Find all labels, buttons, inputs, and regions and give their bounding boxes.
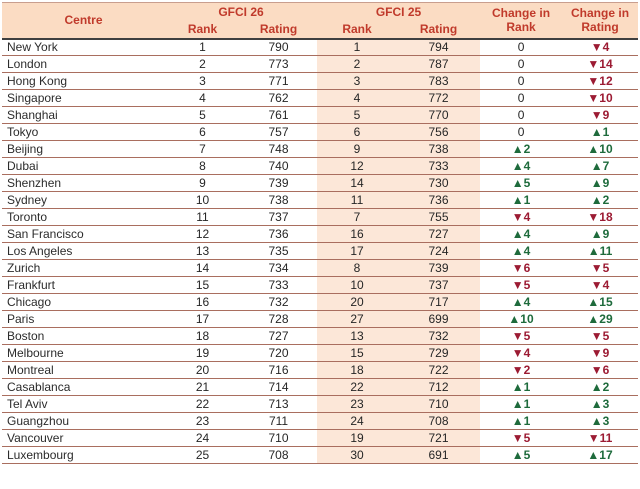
table-row (2, 328, 638, 345)
centre-cell: Casablanca (2, 379, 165, 396)
gfci25-rank-cell: 23 (317, 396, 397, 413)
gfci25-rank-cell: 18 (317, 362, 397, 379)
table-body (2, 39, 638, 464)
change-in-rank-cell: 0 (480, 107, 562, 124)
table-row (2, 141, 638, 158)
gfci26-rating-cell: 771 (240, 73, 317, 90)
header-gfci26-rank: Rank (165, 21, 240, 39)
change-in-rating-cell: ▼9 (562, 107, 638, 124)
centre-cell: Shenzhen (2, 175, 165, 192)
table-row (2, 447, 638, 464)
table-row (2, 175, 638, 192)
change-in-rank-cell: ▲4 (480, 226, 562, 243)
change-in-rating-cell: ▼5 (562, 260, 638, 277)
gfci26-rating-cell: 757 (240, 124, 317, 141)
header-gfci26: GFCI 26 (165, 3, 317, 21)
gfci26-rating-cell: 710 (240, 430, 317, 447)
centre-cell: Toronto (2, 209, 165, 226)
gfci26-rank-cell: 13 (165, 243, 240, 260)
table-row (2, 243, 638, 260)
gfci25-rank-cell: 15 (317, 345, 397, 362)
centre-cell: Singapore (2, 90, 165, 107)
gfci25-rating-cell: 710 (397, 396, 480, 413)
gfci25-rating-cell: 724 (397, 243, 480, 260)
table-row (2, 226, 638, 243)
change-in-rating-cell: ▼12 (562, 73, 638, 90)
gfci26-rating-cell: 708 (240, 447, 317, 464)
change-in-rank-cell: ▲10 (480, 311, 562, 328)
gfci25-rating-cell: 717 (397, 294, 480, 311)
gfci25-rating-cell: 730 (397, 175, 480, 192)
gfci26-rating-cell: 739 (240, 175, 317, 192)
gfci25-rating-cell: 738 (397, 141, 480, 158)
table-row (2, 362, 638, 379)
gfci26-rating-cell: 737 (240, 209, 317, 226)
gfci26-rank-cell: 5 (165, 107, 240, 124)
gfci26-rating-cell: 762 (240, 90, 317, 107)
table-row (2, 124, 638, 141)
gfci25-rating-cell: 739 (397, 260, 480, 277)
header-gfci25-rating: Rating (397, 21, 480, 39)
gfci25-rating-cell: 770 (397, 107, 480, 124)
gfci25-rank-cell: 12 (317, 158, 397, 175)
gfci26-rank-cell: 4 (165, 90, 240, 107)
gfci25-rank-cell: 24 (317, 413, 397, 430)
gfci26-rating-cell: 713 (240, 396, 317, 413)
gfci25-rating-cell: 737 (397, 277, 480, 294)
change-in-rank-cell: 0 (480, 56, 562, 73)
change-in-rating-cell: ▼11 (562, 430, 638, 447)
centre-cell: London (2, 56, 165, 73)
table-row (2, 413, 638, 430)
header-gfci26-rating: Rating (240, 21, 317, 39)
change-in-rank-cell: 0 (480, 73, 562, 90)
gfci25-rank-cell: 16 (317, 226, 397, 243)
centre-cell: Tokyo (2, 124, 165, 141)
gfci-rankings-table (2, 2, 638, 464)
gfci25-rank-cell: 9 (317, 141, 397, 158)
change-in-rank-cell: ▼5 (480, 430, 562, 447)
gfci25-rank-cell: 22 (317, 379, 397, 396)
gfci26-rating-cell: 727 (240, 328, 317, 345)
table-row (2, 73, 638, 90)
gfci26-rank-cell: 2 (165, 56, 240, 73)
centre-cell: Vancouver (2, 430, 165, 447)
change-in-rank-cell: ▼5 (480, 328, 562, 345)
gfci26-rank-cell: 17 (165, 311, 240, 328)
change-in-rating-cell: ▲10 (562, 141, 638, 158)
table-row (2, 294, 638, 311)
gfci26-rank-cell: 16 (165, 294, 240, 311)
gfci25-rating-cell: 729 (397, 345, 480, 362)
gfci26-rank-cell: 25 (165, 447, 240, 464)
centre-cell: Melbourne (2, 345, 165, 362)
gfci25-rating-cell: 756 (397, 124, 480, 141)
gfci25-rank-cell: 1 (317, 39, 397, 56)
change-in-rating-cell: ▼9 (562, 345, 638, 362)
header-gfci25-rank: Rank (317, 21, 397, 39)
table-row (2, 345, 638, 362)
change-in-rating-cell: ▲2 (562, 192, 638, 209)
gfci25-rank-cell: 4 (317, 90, 397, 107)
centre-cell: Shanghai (2, 107, 165, 124)
change-in-rating-cell: ▲2 (562, 379, 638, 396)
gfci25-rating-cell: 755 (397, 209, 480, 226)
change-in-rating-cell: ▼4 (562, 277, 638, 294)
change-in-rating-cell: ▼6 (562, 362, 638, 379)
table-row (2, 396, 638, 413)
table-row (2, 260, 638, 277)
centre-cell: Hong Kong (2, 73, 165, 90)
gfci25-rating-cell: 721 (397, 430, 480, 447)
gfci26-rank-cell: 6 (165, 124, 240, 141)
table-row (2, 107, 638, 124)
centre-cell: Boston (2, 328, 165, 345)
gfci26-rating-cell: 734 (240, 260, 317, 277)
gfci25-rank-cell: 11 (317, 192, 397, 209)
centre-cell: Los Angeles (2, 243, 165, 260)
gfci26-rating-cell: 740 (240, 158, 317, 175)
change-in-rank-cell: ▲1 (480, 379, 562, 396)
change-in-rank-cell: 0 (480, 90, 562, 107)
table-row (2, 311, 638, 328)
gfci25-rank-cell: 8 (317, 260, 397, 277)
gfci25-rating-cell: 691 (397, 447, 480, 464)
centre-cell: Zurich (2, 260, 165, 277)
header-centre: Centre (2, 3, 165, 39)
gfci26-rating-cell: 728 (240, 311, 317, 328)
gfci26-rating-cell: 738 (240, 192, 317, 209)
change-in-rank-cell: ▼6 (480, 260, 562, 277)
change-in-rating-cell: ▼10 (562, 90, 638, 107)
change-in-rank-cell: ▲4 (480, 158, 562, 175)
table-row (2, 209, 638, 226)
centre-cell: New York (2, 39, 165, 56)
change-in-rating-cell: ▲17 (562, 447, 638, 464)
gfci26-rating-cell: 732 (240, 294, 317, 311)
centre-cell: Tel Aviv (2, 396, 165, 413)
gfci25-rating-cell: 722 (397, 362, 480, 379)
centre-cell: Guangzhou (2, 413, 165, 430)
gfci26-rank-cell: 15 (165, 277, 240, 294)
table-row (2, 90, 638, 107)
centre-cell: Sydney (2, 192, 165, 209)
table-header (2, 3, 638, 39)
gfci26-rank-cell: 3 (165, 73, 240, 90)
gfci25-rank-cell: 17 (317, 243, 397, 260)
table-row (2, 430, 638, 447)
change-in-rating-cell: ▲3 (562, 396, 638, 413)
change-in-rank-cell: ▲5 (480, 447, 562, 464)
header-gfci25: GFCI 25 (317, 3, 480, 21)
gfci26-rank-cell: 11 (165, 209, 240, 226)
gfci26-rank-cell: 14 (165, 260, 240, 277)
table-row (2, 158, 638, 175)
centre-cell: Luxembourg (2, 447, 165, 464)
header-change-in-rating: Change in Rating (562, 3, 638, 39)
gfci26-rank-cell: 23 (165, 413, 240, 430)
gfci25-rank-cell: 10 (317, 277, 397, 294)
change-in-rating-cell: ▼5 (562, 328, 638, 345)
change-in-rating-cell: ▲1 (562, 124, 638, 141)
gfci25-rank-cell: 27 (317, 311, 397, 328)
change-in-rank-cell: ▲4 (480, 243, 562, 260)
gfci25-rank-cell: 7 (317, 209, 397, 226)
gfci26-rating-cell: 736 (240, 226, 317, 243)
change-in-rank-cell: ▲4 (480, 294, 562, 311)
change-in-rank-cell: ▲1 (480, 396, 562, 413)
gfci25-rank-cell: 20 (317, 294, 397, 311)
change-in-rating-cell: ▼14 (562, 56, 638, 73)
change-in-rank-cell: ▼4 (480, 345, 562, 362)
gfci26-rank-cell: 24 (165, 430, 240, 447)
centre-cell: Paris (2, 311, 165, 328)
gfci25-rating-cell: 794 (397, 39, 480, 56)
gfci26-rank-cell: 9 (165, 175, 240, 192)
change-in-rating-cell: ▼18 (562, 209, 638, 226)
change-in-rating-cell: ▲15 (562, 294, 638, 311)
change-in-rating-cell: ▼4 (562, 39, 638, 56)
gfci25-rank-cell: 30 (317, 447, 397, 464)
gfci26-rank-cell: 21 (165, 379, 240, 396)
gfci25-rank-cell: 5 (317, 107, 397, 124)
table-row (2, 379, 638, 396)
centre-cell: Dubai (2, 158, 165, 175)
table-row (2, 39, 638, 56)
gfci26-rating-cell: 716 (240, 362, 317, 379)
gfci26-rating-cell: 733 (240, 277, 317, 294)
centre-cell: Montreal (2, 362, 165, 379)
gfci25-rank-cell: 6 (317, 124, 397, 141)
gfci26-rating-cell: 720 (240, 345, 317, 362)
gfci25-rating-cell: 733 (397, 158, 480, 175)
change-in-rank-cell: 0 (480, 124, 562, 141)
gfci25-rating-cell: 712 (397, 379, 480, 396)
change-in-rank-cell: ▲1 (480, 413, 562, 430)
gfci26-rating-cell: 714 (240, 379, 317, 396)
gfci25-rank-cell: 14 (317, 175, 397, 192)
gfci26-rank-cell: 18 (165, 328, 240, 345)
change-in-rating-cell: ▲7 (562, 158, 638, 175)
centre-cell: Beijing (2, 141, 165, 158)
gfci26-rating-cell: 711 (240, 413, 317, 430)
change-in-rating-cell: ▲9 (562, 175, 638, 192)
gfci25-rank-cell: 3 (317, 73, 397, 90)
centre-cell: Chicago (2, 294, 165, 311)
change-in-rank-cell: ▼4 (480, 209, 562, 226)
gfci25-rating-cell: 772 (397, 90, 480, 107)
change-in-rank-cell: 0 (480, 39, 562, 56)
gfci26-rank-cell: 20 (165, 362, 240, 379)
change-in-rating-cell: ▲29 (562, 311, 638, 328)
change-in-rank-cell: ▲5 (480, 175, 562, 192)
gfci26-rank-cell: 19 (165, 345, 240, 362)
gfci26-rank-cell: 7 (165, 141, 240, 158)
gfci26-rank-cell: 1 (165, 39, 240, 56)
gfci25-rating-cell: 708 (397, 413, 480, 430)
gfci25-rank-cell: 2 (317, 56, 397, 73)
gfci25-rating-cell: 699 (397, 311, 480, 328)
centre-cell: San Francisco (2, 226, 165, 243)
gfci26-rank-cell: 22 (165, 396, 240, 413)
change-in-rating-cell: ▲3 (562, 413, 638, 430)
table-row (2, 56, 638, 73)
gfci26-rating-cell: 735 (240, 243, 317, 260)
centre-cell: Frankfurt (2, 277, 165, 294)
gfci25-rank-cell: 13 (317, 328, 397, 345)
gfci26-rank-cell: 8 (165, 158, 240, 175)
gfci25-rating-cell: 787 (397, 56, 480, 73)
gfci26-rank-cell: 10 (165, 192, 240, 209)
change-in-rank-cell: ▲1 (480, 192, 562, 209)
gfci25-rank-cell: 19 (317, 430, 397, 447)
gfci25-rating-cell: 783 (397, 73, 480, 90)
gfci26-rating-cell: 761 (240, 107, 317, 124)
gfci26-rating-cell: 790 (240, 39, 317, 56)
change-in-rank-cell: ▼5 (480, 277, 562, 294)
gfci25-rating-cell: 736 (397, 192, 480, 209)
change-in-rating-cell: ▲9 (562, 226, 638, 243)
change-in-rank-cell: ▲2 (480, 141, 562, 158)
change-in-rank-cell: ▼2 (480, 362, 562, 379)
table-row (2, 277, 638, 294)
gfci25-rating-cell: 727 (397, 226, 480, 243)
header-change-in-rank: Change in Rank (480, 3, 562, 39)
gfci26-rating-cell: 748 (240, 141, 317, 158)
change-in-rating-cell: ▲11 (562, 243, 638, 260)
table-row (2, 192, 638, 209)
gfci25-rating-cell: 732 (397, 328, 480, 345)
gfci26-rank-cell: 12 (165, 226, 240, 243)
gfci26-rating-cell: 773 (240, 56, 317, 73)
